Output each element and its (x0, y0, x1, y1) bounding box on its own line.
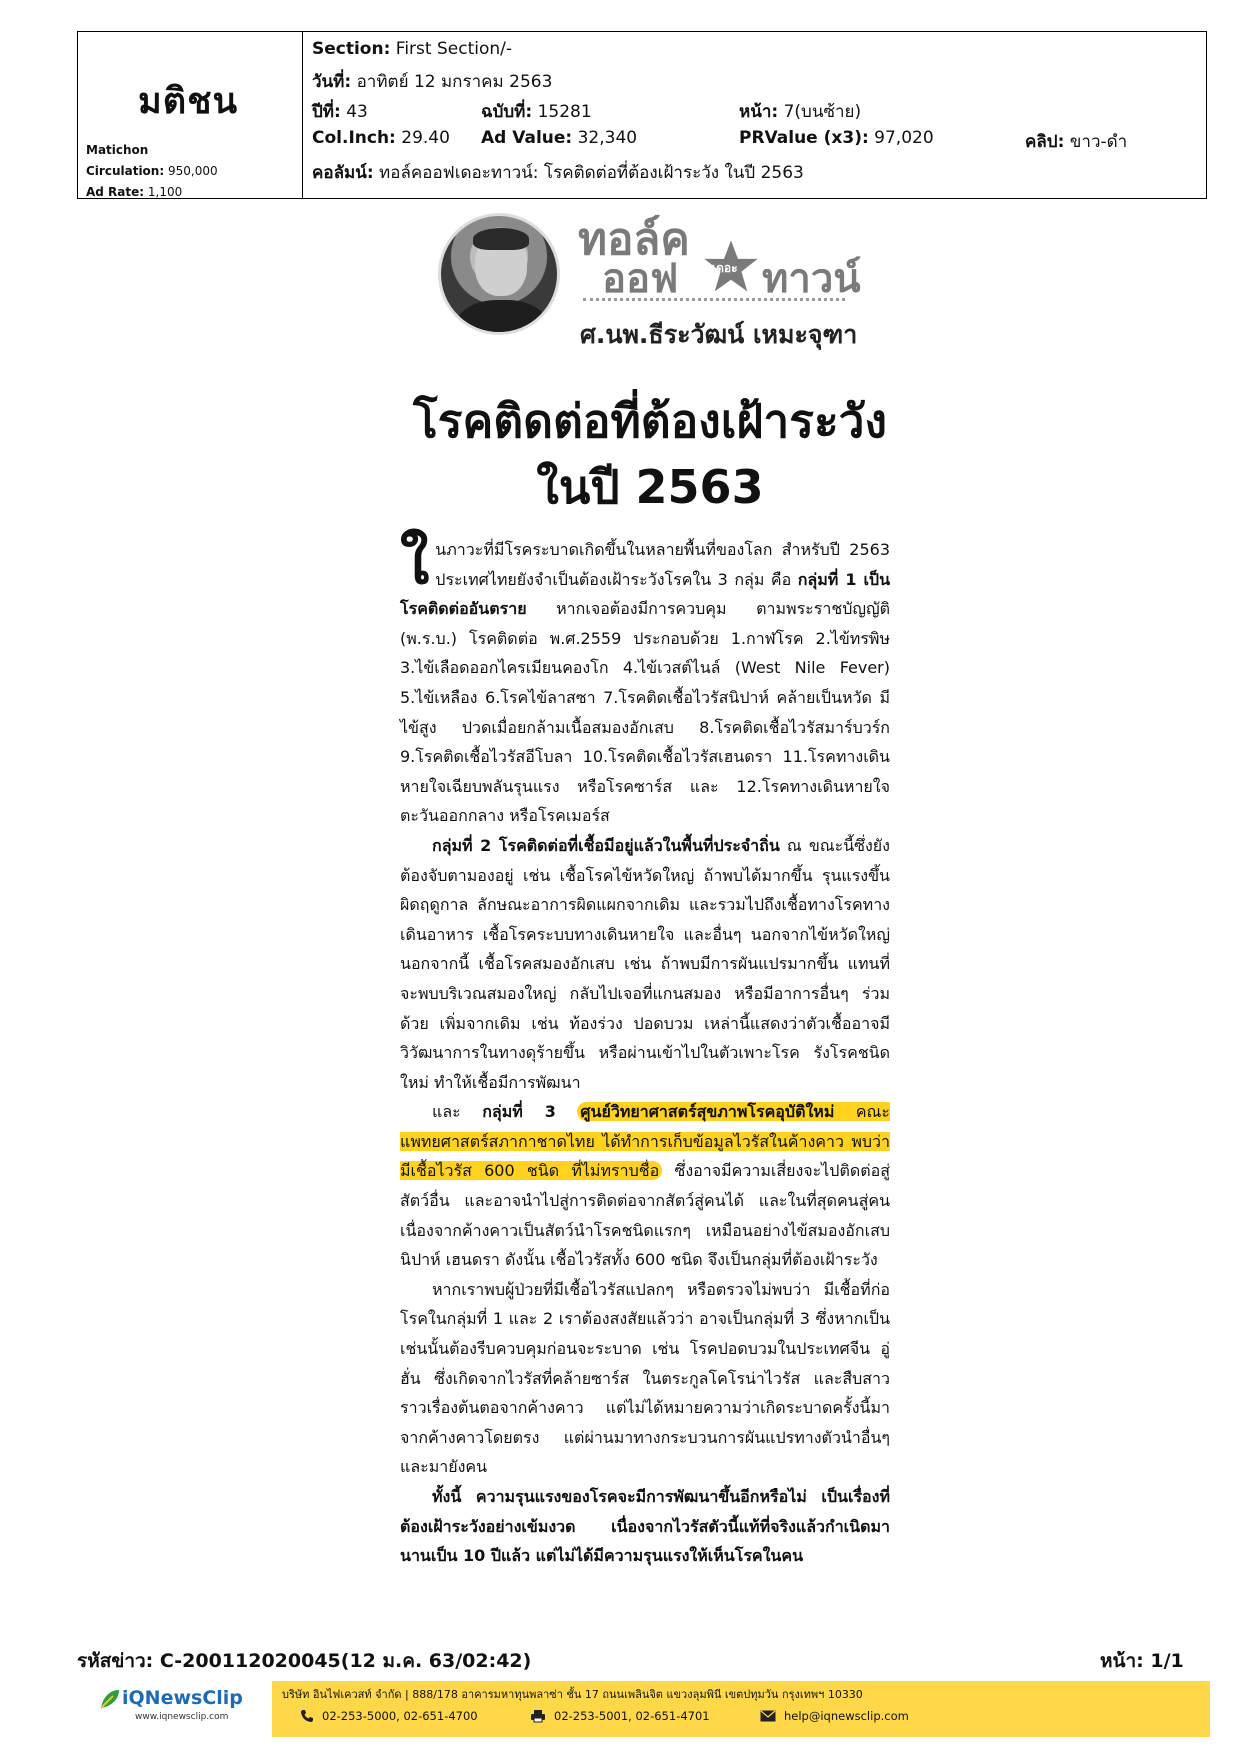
publication-meta (86, 140, 218, 203)
metadata-panel (303, 32, 1206, 198)
colinch-field: Col.Inch: 29.40 (312, 128, 450, 148)
issue-field: ฉบับที่: 15281 (481, 102, 592, 122)
clipping-header (77, 31, 1207, 199)
paragraph-3: และ กลุ่มที่ 3 ศูนย์วิทยาศาสตร์สุขภาพโรคอุบัติใหม่ คณะแพทยศาสตร์สภากาชาดไทย ได้ทำการเก็บข้อมูลไวรัสในค้างคาว พบว่า มีเชื้อไวรัส 600 ชนิด ที่ไม่ทราบชื่อ ซึ่งอาจมีความเสี่ยงจะไปติดต่อสู่สัตว์อื่น และอาจนำไปสู่การติดต่อจากสัตว์สู่คนได้ และในที่สุดคนสู่คน เนื่องจากค้างคาวเป็นสัตว์นำโรคชนิดแรกๆ เหมือนอย่างไข้สมองอักเสบ นิปาห์ เฮนดรา ดังนั้น เชื้อไวรัสทั้ง 600 ชนิด จึงเป็นกลุ่มที่ต้องเฝ้าระวัง (400, 1102, 891, 1270)
news-reference-code: รหัสข่าว: C-200112020045(12 ม.ค. 63/02:42) (77, 1650, 532, 1672)
circulation: Circulation: 950,000 (86, 164, 218, 178)
phone-contact: 02-253-5000, 02-651-4700 (300, 1709, 478, 1723)
headline-line1: โรคติดต่อที่ต้องเฝ้าระวัง (413, 394, 887, 448)
leaf-logo-icon (99, 1688, 121, 1710)
clip-field: คลิป: ขาว-ดำ (1025, 132, 1128, 152)
email-contact: help@iqnewsclip.com (760, 1709, 909, 1723)
paragraph-1: ในภาวะที่มีโรคระบาดเกิดขึ้นในหลายพื้นที่ของโลก สำหรับปี 2563 ประเทศไทยยังจำเป็นต้องเฝ้าระวังโรคใน 3 กลุ่ม คือ กลุ่มที่ 1 เป็นโรคติดต่ออันตราย หากเจอต้องมีการควบคุม ตามพระราชบัญญัติ (พ.ร.บ.) โรคติดต่อ พ.ศ.2559 ประกอบด้วย 1.กาฬโรค 2.ไข้ทรพิษ 3.ไข้เลือดออกไครเมียนคองโก 4.ไข้เวสต์ไนล์ (West Nile Fever) 5.ไข้เหลือง 6.โรคไข้ลาสซา 7.โรคติดเชื้อไวรัสนิปาห์ คล้ายเป็นหวัด มีไข้สูง ปวดเมื่อยกล้ามเนื้อสมองอักเสบ 8.โรคติดเชื้อไวรัสมาร์บวร์ก 9.โรคติดเชื้อไวรัสอีโบลา 10.โรคติดเชื้อไวรัสเฮนดรา 11.โรคทางเดินหายใจเฉียบพลันรุนแรง หรือโรคซาร์ส และ 12.โรคทางเดินหายใจตะวันออกกลาง หรือโรคเมอร์ส (400, 528, 891, 826)
article-body (400, 528, 891, 1571)
column-row: คอลัมน์: ทอล์คออฟเดอะทาวน์: โรคติดต่อที่ต้องเฝ้าระวัง ในปี 2563 (312, 163, 804, 183)
advalue-field: Ad Value: 32,340 (481, 128, 638, 148)
brand-url: www.iqnewsclip.com (135, 1712, 229, 1722)
column-logo-line1: ทอล์ค (578, 214, 690, 265)
column-logo-line2b: ทาวน์ (762, 256, 861, 302)
highlighted-passage: ศูนย์วิทยาศาสตร์สุขภาพโรคอุบัติใหม่ คณะแพทยศาสตร์สภากาชาดไทย ได้ทำการเก็บข้อมูลไวรัสในค้างคาว พบว่า มีเชื้อไวรัส 600 ชนิด ที่ไม่ทราบชื่อ (400, 1102, 890, 1181)
brand-logo-text: iQNewsClip (122, 1687, 243, 1709)
banner-divider (583, 298, 845, 301)
paragraph-2: กลุ่มที่ 2 โรคติดต่อที่เชื้อมีอยู่แล้วในพื้นที่ประจำถิ่น ณ ขณะนี้ซึ่งยังต้องจับตามองอยู่ เช่น เชื้อโรคไข้หวัดใหญ่ ถ้าพบได้มากขึ้น รุนแรงขึ้น ผิดฤดูกาล ลักษณะอาการผิดแผกจากเดิม และรวมไปถึงเชื้อทางโรคทางเดินอาหาร เชื้อโรคระบบทางเดินหายใจ และอื่นๆ นอกจากไข้หวัดใหญ่ นอกจากนี้ เชื้อโรคสมองอักเสบ เช่น ถ้าพบมีการผันแปรมากขึ้น แทนที่จะพบบริเวณสมองใหญ่ กลับไปเจอที่แกนสมอง หรือมีอาการอื่นๆ ร่วมด้วย เพิ่มจากเดิม เช่น ท้องร่วง ปอดบวม เหล่านี้แสดงว่าตัวเชื้ออาจมีวิวัฒนาการในทางดุร้ายขึ้น หรือผ่านเข้าไปในตัวเพาะโรค รังโรคชนิดใหม่ ทำให้เชื้อมีการพัฒนา (400, 835, 890, 1092)
headline-line2: ในปี 2563 (536, 460, 764, 514)
column-logo-line2a: ออฟ (602, 256, 679, 302)
section-row: Section: First Section/- (312, 39, 512, 59)
column-logo-star-text: เดอะ (712, 261, 738, 275)
page-field: หน้า: 7(บนซ้าย) (739, 102, 862, 122)
headline (300, 388, 1000, 520)
prvalue-field: PRValue (x3): 97,020 (739, 128, 934, 148)
publication-name: Matichon (86, 143, 149, 157)
fax-contact: 02-253-5001, 02-651-4701 (530, 1709, 710, 1723)
date-row: วันที่: อาทิตย์ 12 มกราคม 2563 (312, 72, 553, 92)
author-name: ศ.นพ.ธีระวัฒน์ เหมะจุฑา (580, 320, 858, 349)
page-number: หน้า: 1/1 (1100, 1650, 1184, 1672)
contact-bar (272, 1681, 1210, 1737)
printer-icon (530, 1709, 546, 1723)
envelope-icon (760, 1710, 776, 1722)
dropcap: ใ (400, 528, 430, 598)
paragraph-5: ทั้งนี้ ความรุนแรงของโรคจะมีการพัฒนาขึ้นอีกหรือไม่ เป็นเรื่องที่ต้องเฝ้าระวังอย่างเข้มงวด เนื่องจากไวรัสตัวนี้แท้ที่จริงแล้วกำเนิดมานานเป็น 10 ปีแล้ว แต่ไม่ได้มีความรุนแรงให้เห็นโรคในคน (400, 1487, 890, 1566)
author-portrait (438, 213, 560, 335)
ad-rate: Ad Rate: 1,100 (86, 185, 183, 199)
publication-logo: มติชน (138, 81, 239, 122)
year-field: ปีที่: 43 (312, 102, 368, 122)
phone-icon (300, 1709, 314, 1723)
publication-panel (78, 32, 303, 198)
company-address: บริษัท อินไฟเควสท์ จำกัด | 888/178 อาคารมหาทุนพลาซ่า ชั้น 17 ถนนเพลินจิต แขวงลุมพินี เขตปทุมวัน กรุงเทพฯ 10330 (282, 1688, 863, 1701)
paragraph-4: หากเราพบผู้ป่วยที่มีเชื้อไวรัสแปลกๆ หรือตรวจไม่พบว่า มีเชื้อที่ก่อโรคในกลุ่มที่ 1 และ 2 เราต้องสงสัยแล้วว่า อาจเป็นกลุ่มที่ 3 ซึ่งหากเป็นเช่นนั้นต้องรีบควบคุมก่อนจะระบาด เช่น โรคปอดบวมในประเทศจีน อู่ฮั่น ซึ่งเกิดจากไวรัสที่คล้ายซาร์ส ในตระกูลโคโรน่าไวรัส และสืบสาวราวเรื่องต้นตอจากค้างคาว แต่ไม่ได้หมายความว่าเกิดระบาดครั้งนี้มาจากค้างคาวโดยตรง แต่ผ่านมาทางกระบวนการผันแปรทางตัวนำอื่นๆ และมายังคน (400, 1279, 890, 1477)
